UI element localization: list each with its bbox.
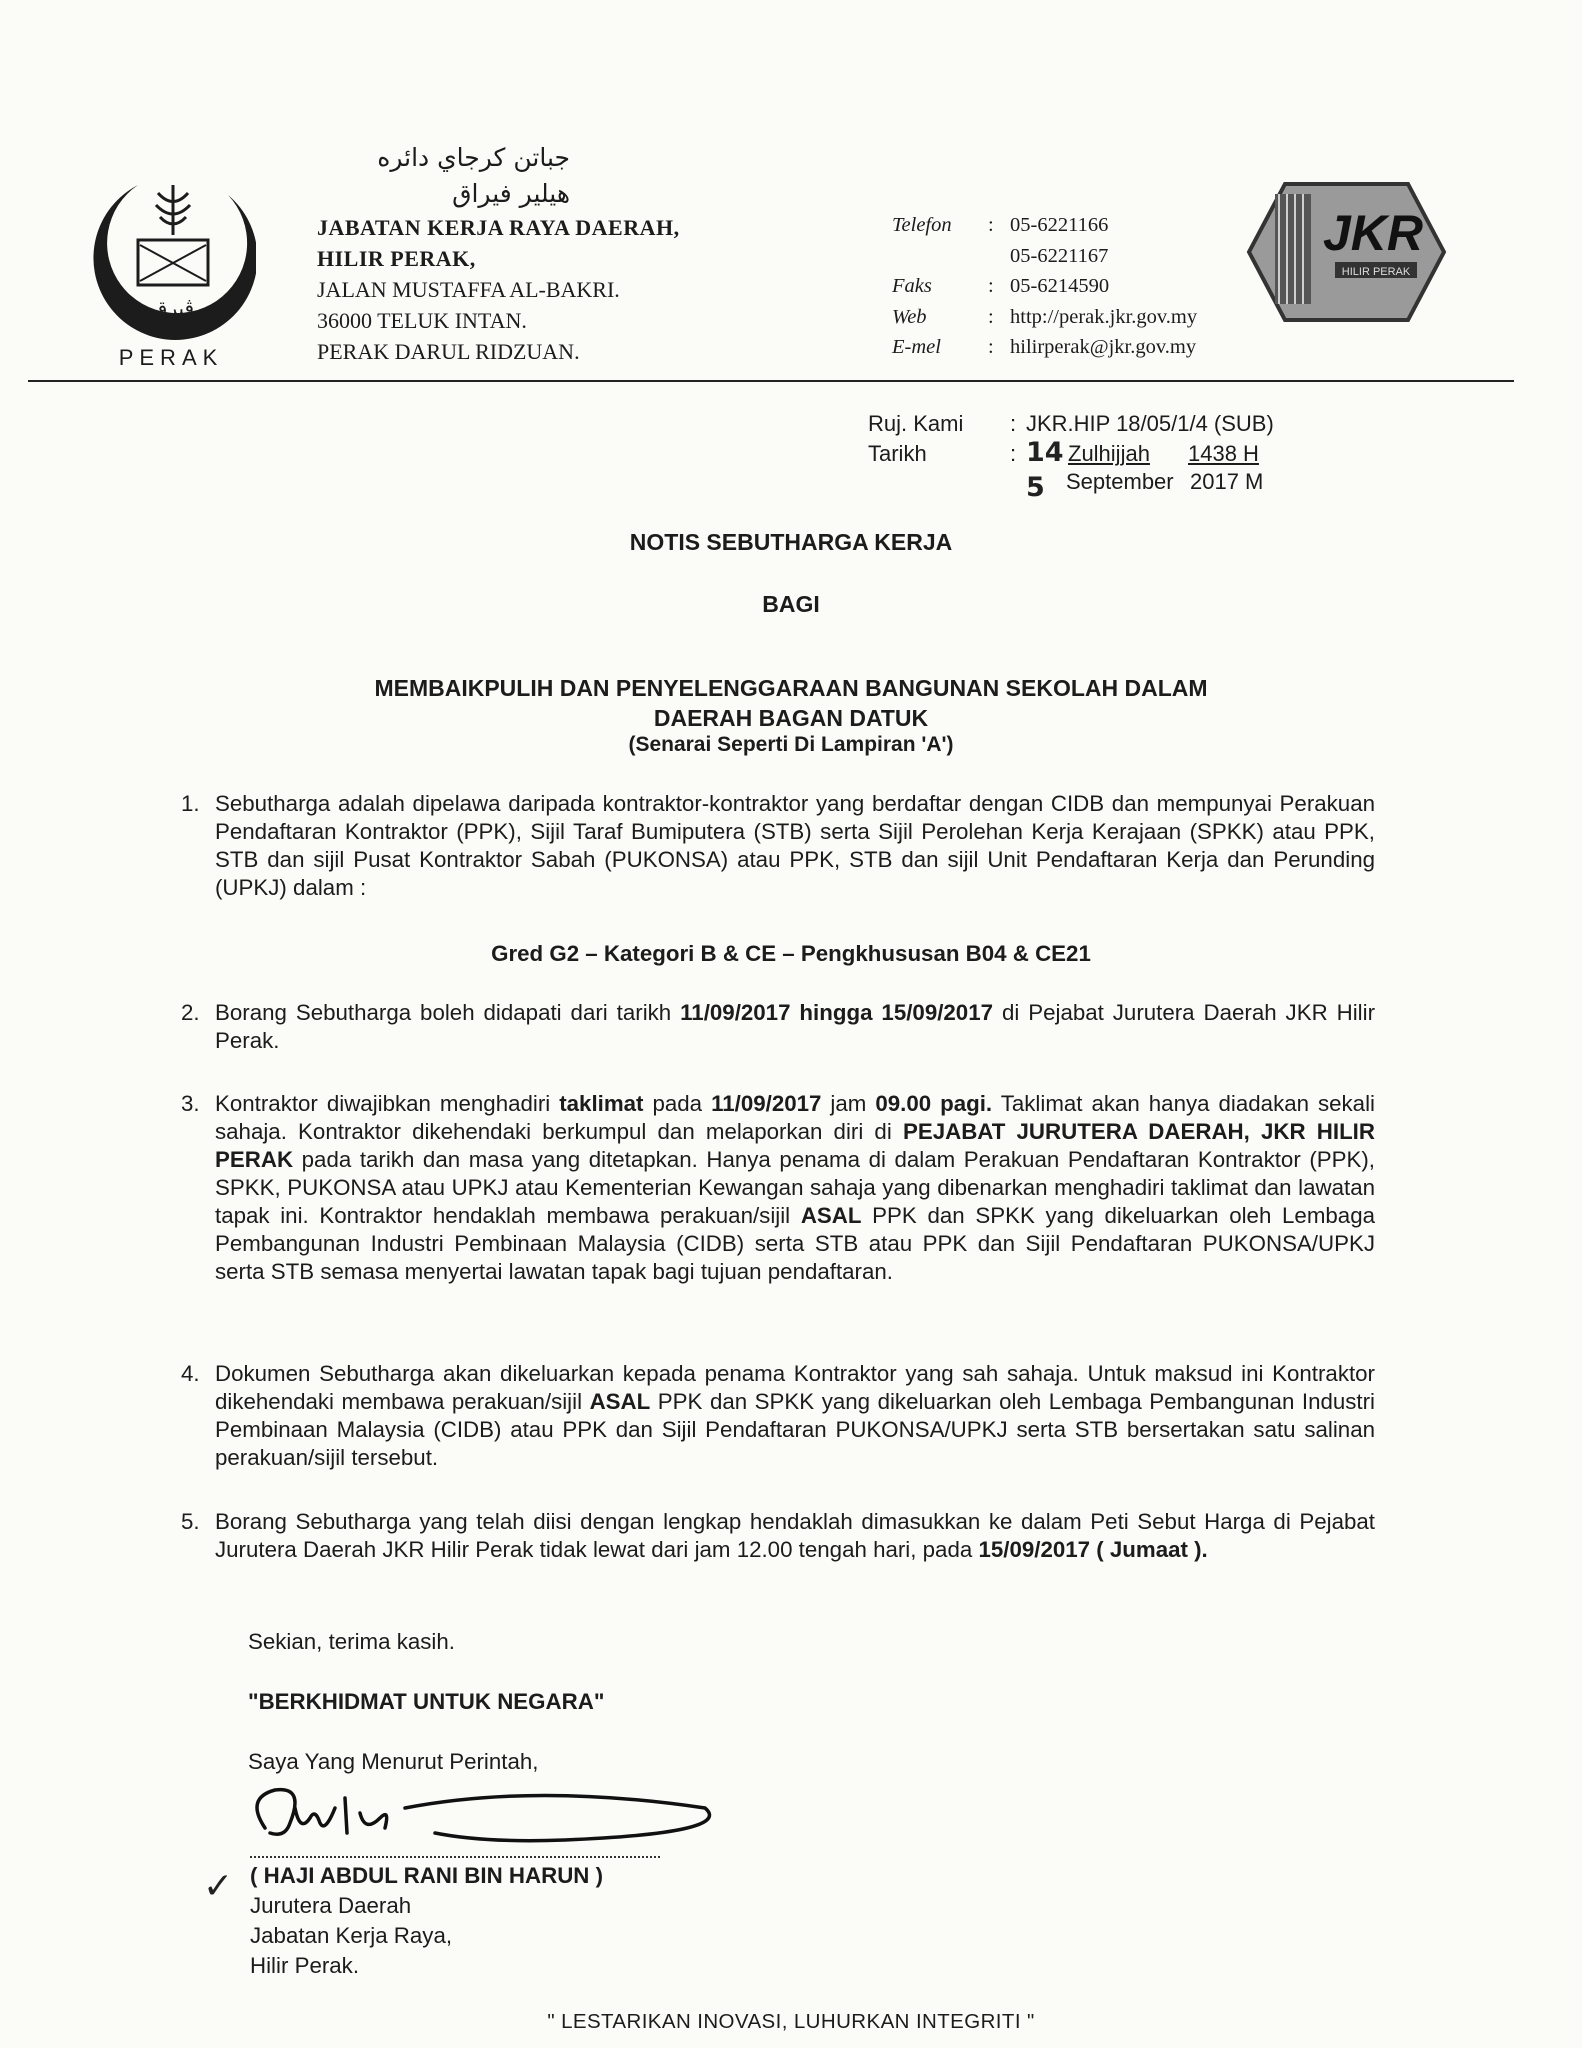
- project-title-line-2: DAERAH BAGAN DATUK: [653, 705, 929, 731]
- notice-title: NOTIS SEBUTHARGA KERJA: [629, 529, 953, 555]
- contact-block: [892, 210, 1197, 363]
- greg-year: 2017 M: [1190, 469, 1264, 494]
- hijri-month: Zulhijjah: [1068, 441, 1150, 466]
- phone-1: 05-6221166: [1010, 214, 1109, 236]
- signatory-place: Hilir Perak.: [250, 1953, 360, 1978]
- paragraph-2: 2. Borang Sebutharga boleh didapati dari tarikh 11/09/2017 hingga 15/09/2017 di Pejabat Jurutera Daerah JKR Hilir Perak.: [181, 1000, 1375, 1053]
- paragraph-3: 3. Kontraktor diwajibkan menghadiri taklimat pada 11/09/2017 jam 09.00 pagi. Taklimat akan hanya diadakan sekali sahaja. Kontraktor dikehendaki berkumpul dan melaporkan diri di PEJABAT JURUTERA DAERAH, JKR HILIR PERAK pada tarikh dan masa yang ditetapkan. Hanya penama di dalam Perakuan Pendaftaran Kontraktor (PPK), SPKK, PUKONSA atau UPKJ atau Kementerian Kewangan sahaja yang dibenarkan menghadiri taklimat dan lawatan tapak ini. Kontraktor hendaklah membawa perakuan/sijil ASAL PPK dan SPKK yang dikeluarkan oleh Lembaga Pembangunan Industri Pembinaan Malaysia (CIDB) serta STB atau PPK dan Sijil Pendaftaran PUKONSA/UPKJ serta STB semasa menyertai lawatan tapak bagi tujuan pendaftaran.: [181, 1091, 1376, 1284]
- project-title-line-1: MEMBAIKPULIH DAN PENYELENGGARAAN BANGUNAN SEKOLAH DALAM: [374, 675, 1208, 701]
- crest-perak-text: PERAK: [118, 345, 224, 370]
- grade-line: Gred G2 – Kategori B & CE – Pengkhususan B04 & CE21: [491, 941, 1091, 966]
- ruj-kami-row: Ruj. Kami : JKR.HIP 18/05/1/4 (SUB): [868, 411, 1274, 436]
- jkr-logo-subtext: HILIR PERAK: [1341, 266, 1411, 278]
- project-subtitle: (Senarai Seperti Di Lampiran 'A'): [628, 733, 954, 756]
- paragraph-5: 5. Borang Sebutharga yang telah diisi dengan lengkap hendaklah dimasukkan ke dalam Peti Sebut Harga di Pejabat Jurutera Daerah JKR Hilir Perak tidak lewat dari jam 12.00 tengah hari, pada 15/09/2017 ( Jumaat ).: [181, 1509, 1375, 1562]
- motto-text: "BERKHIDMAT UNTUK NEGARA": [248, 1689, 605, 1714]
- address-line-3: PERAK DARUL RIDZUAN.: [317, 339, 580, 364]
- phone-2: 05-6221167: [1010, 244, 1109, 267]
- jawi-header: [320, 140, 570, 212]
- greg-month: September: [1066, 469, 1174, 494]
- contact-row-web: Web : http://perak.jkr.gov.my: [892, 302, 1197, 333]
- jkr-logo: [1245, 180, 1448, 324]
- address-line-1: JALAN MUSTAFFA AL-BAKRI.: [317, 277, 620, 302]
- paragraph-4: 4. Dokumen Sebutharga akan dikeluarkan kepada penama Kontraktor yang sah sahaja. Untuk maksud ini Kontraktor dikehendaki membawa perakuan/sijil ASAL PPK dan SPKK yang dikeluarkan oleh Lembaga Pembangunan Industri Pembinaan Malaysia (CIDB) atau PPK dan Sijil Pendaftaran PUKONSA/UPKJ serta STB bersertakan satu salinan perakuan/sijil tersebut.: [181, 1361, 1375, 1470]
- notice-bagi: BAGI: [762, 591, 820, 617]
- contact-row-telefon-2: [892, 241, 1197, 272]
- saya-text: Saya Yang Menurut Perintah,: [248, 1749, 539, 1774]
- gregorian-date-row: [868, 468, 1274, 502]
- crest-jawi-text: ڤيرق: [151, 296, 195, 320]
- tarikh-row: Tarikh : 14 Zulhijjah 1438 H: [868, 437, 1259, 468]
- department-district: HILIR PERAK,: [317, 246, 476, 271]
- signatory-name: ( HAJI ABDUL RANI BIN HARUN ): [250, 1863, 604, 1888]
- hijri-day-handwritten: 14: [1026, 437, 1064, 468]
- department-address: [317, 212, 680, 367]
- contact-row-faks: Faks : 05-6214590: [892, 271, 1197, 302]
- paragraph-1-text: Sebutharga adalah dipelawa daripada kontraktor-kontraktor yang berdaftar dengan CIDB dan mempunyai Perakuan Pendaftaran Kontraktor (PPK), Sijil Taraf Bumiputera (STB) serta Sijil Perolehan Kerja Kerajaan (SPKK) atau PPK, STB dan sijil Pusat Kontraktor Sabah (PUKONSA) atau PPK, STB dan sijil Unit Pendaftaran Kerja dan Perunding (UPKJ) dalam :: [215, 791, 1375, 900]
- greg-day-handwritten: 5: [1026, 472, 1045, 503]
- ruj-kami-value: JKR.HIP 18/05/1/4 (SUB): [1026, 411, 1274, 436]
- fax: 05-6214590: [1010, 275, 1110, 297]
- footer-slogan: " LESTARIKAN INOVASI, LUHURKAN INTEGRITI ": [547, 2010, 1035, 2033]
- address-line-2: 36000 TELUK INTAN.: [317, 308, 527, 333]
- project-title: [0, 673, 1582, 733]
- handwritten-signature: [235, 1778, 735, 1858]
- initial-mark-icon: ✓: [203, 1866, 234, 1907]
- jawi-line-1: جباتن كرجاي دائره: [377, 143, 570, 172]
- signature-line: [250, 1856, 660, 1858]
- paragraph-1: 1. Sebutharga adalah dipelawa daripada kontraktor-kontraktor yang berdaftar dengan CIDB dan mempunyai Perakuan Pendaftaran Kontraktor (PPK), Sijil Taraf Bumiputera (STB) serta Sijil Perolehan Kerja Kerajaan (SPKK) atau PPK, STB dan sijil Pusat Kontraktor Sabah (PUKONSA) atau PPK, STB dan sijil Unit Pendaftaran Kerja dan Perunding (UPKJ) dalam :: [181, 791, 1375, 900]
- closing-text: Sekian, terima kasih.: [248, 1629, 455, 1654]
- signatory-department: Jabatan Kerja Raya,: [250, 1923, 453, 1948]
- contact-row-email: E-mel : hilirperak@jkr.gov.my: [892, 332, 1197, 363]
- jawi-line-2: هيلير فيراق: [452, 179, 570, 208]
- website-link[interactable]: http://perak.jkr.gov.my: [1010, 305, 1198, 328]
- hijri-year: 1438 H: [1188, 441, 1259, 466]
- contact-row-telefon: Telefon : 05-6221166: [892, 210, 1197, 241]
- header-divider: [28, 380, 1514, 382]
- signatory-title: Jurutera Daerah: [250, 1893, 412, 1918]
- email-link[interactable]: hilirperak@jkr.gov.my: [1010, 336, 1197, 358]
- perak-crest-logo: [78, 165, 256, 375]
- reference-block: [868, 410, 1274, 502]
- department-name: JABATAN KERJA RAYA DAERAH,: [317, 215, 680, 240]
- jkr-logo-text: JKR: [1322, 205, 1424, 261]
